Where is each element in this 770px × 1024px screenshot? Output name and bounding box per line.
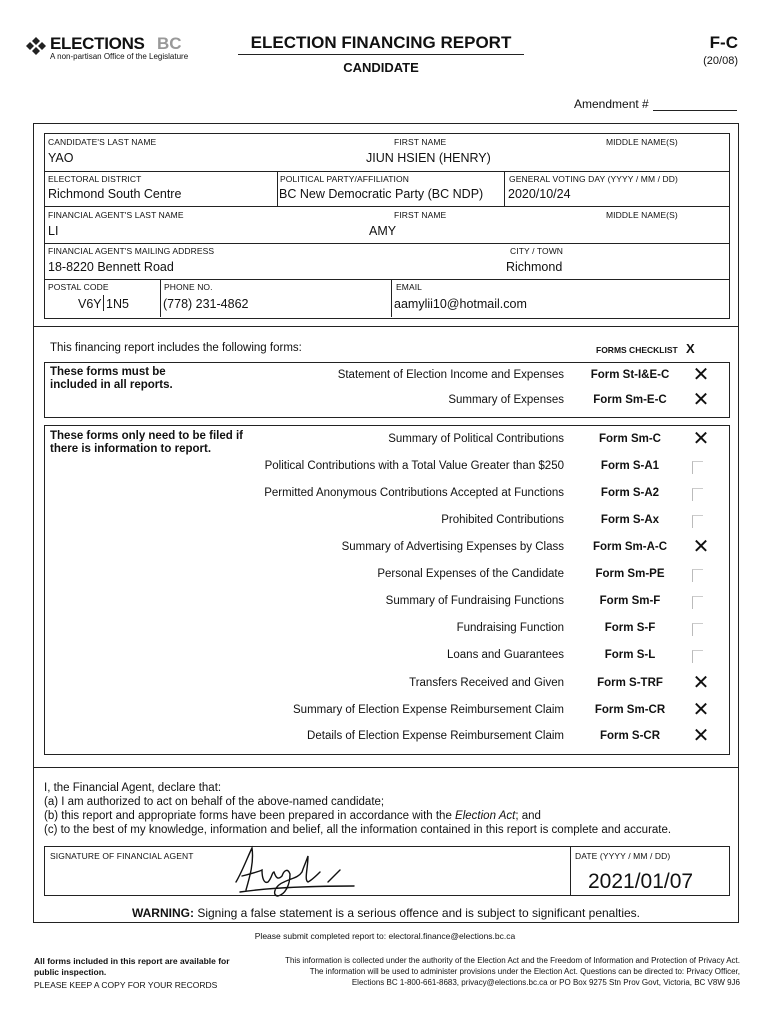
postal-code-part1[interactable]: V6Y [78,297,102,311]
form-checkbox[interactable]: ✕ [692,389,710,411]
form-version: (20/08) [703,55,738,67]
form-row-code: Form Sm-A-C [592,541,668,553]
agent-first-name[interactable]: AMY [369,224,397,238]
required-forms-title: These forms must be included in all reports. [50,366,173,391]
optional-forms-title: These forms only need to be filed if there is information to report. [50,430,243,455]
form-checkbox[interactable] [692,596,703,609]
phone-label: PHONE NO. [164,282,213,292]
form-row-label: Fundraising Function [456,622,564,634]
form-row-code: Form S-TRF [597,677,663,689]
form-row-code: Form Sm-F [599,595,661,607]
form-checkbox[interactable] [692,623,703,636]
form-row-code: Form S-CR [599,730,661,742]
form-row-code: Form S-A1 [600,460,660,472]
report-title: ELECTION FINANCING REPORT [250,33,512,52]
form-row-label: Summary of Election Expense Reimbursement Claim [293,704,564,716]
signature-date[interactable]: 2021/01/07 [588,870,694,893]
phone[interactable]: (778) 231-4862 [163,297,249,311]
form-row-code: Form S-Ax [600,514,660,526]
declaration-c: (c) to the best of my knowledge, information and belief, all the information contained in this report is complete and accurate. [44,824,672,836]
elections-bc-logo-icon [24,35,50,57]
postal-code-part2[interactable]: 1N5 [106,297,129,311]
form-row-code: Form Sm-C [599,433,661,445]
form-checkbox[interactable]: ✕ [692,364,710,386]
agent-address[interactable]: 18-8220 Bennett Road [48,260,174,274]
form-checkbox[interactable] [692,488,703,501]
party-label: POLITICAL PARTY/AFFILIATION [280,174,409,184]
party[interactable]: BC New Democratic Party (BC NDP) [279,187,484,201]
warning-text: Signing a false statement is a serious offence and is subject to significant penalties. [197,906,641,920]
form-row-label: Loans and Guarantees [446,649,564,661]
declaration-b-act: Election Act [455,810,516,822]
form-row-label: Permitted Anonymous Contributions Accepted at Functions [264,487,564,499]
logo-wordmark: ELECTIONS [50,34,145,53]
voting-day[interactable]: 2020/10/24 [508,187,571,201]
form-checkbox[interactable]: ✕ [692,725,710,747]
forms-checklist-label: FORMS CHECKLIST [596,345,678,355]
declaration-b-post: ; and [515,810,541,822]
form-row-label: Statement of Election Income and Expenses [337,369,564,381]
form-code: F-C [709,33,738,52]
email-label: EMAIL [396,282,423,292]
voting-day-label: GENERAL VOTING DAY (YYYY / MM / DD) [509,174,678,184]
declaration-a: (a) I am authorized to act on behalf of the above-named candidate; [44,796,385,808]
form-row-label: Summary of Advertising Expenses by Class [341,541,564,553]
agent-city[interactable]: Richmond [506,260,563,274]
logo-bc: BC [157,34,182,53]
date-label: DATE (YYYY / MM / DD) [575,851,671,861]
form-row-code: Form St-I&E-C [590,369,670,381]
declaration-b-pre: (b) this report and appropriate forms have been prepared in accordance with the [44,810,456,822]
form-checkbox[interactable] [692,515,703,528]
report-subtitle: CANDIDATE [343,60,419,75]
form-checkbox[interactable]: ✕ [692,536,710,558]
agent-middle-name-label: MIDDLE NAME(S) [606,210,678,220]
form-row-code: Form S-F [604,622,656,634]
candidate-middle-name-label: MIDDLE NAME(S) [606,137,678,147]
form-row-code: Form Sm-CR [594,704,666,716]
declaration-b [44,810,541,822]
form-row-label: Summary of Expenses [448,394,564,406]
form-checkbox[interactable]: ✕ [692,699,710,721]
form-row-label: Prohibited Contributions [441,514,564,526]
form-row-code: Form S-L [604,649,656,661]
form-row-label: Details of Election Expense Reimbursement Claim [307,730,564,742]
forms-intro: This financing report includes the following forms: [50,342,302,354]
signature-image[interactable] [228,842,358,900]
form-row-label: Summary of Fundraising Functions [385,595,564,607]
electoral-district-label: ELECTORAL DISTRICT [48,174,142,184]
footer-privacy-1: This information is collected under the authority of the Election Act and the Freedom of Information and Protection of Privacy Act. [285,956,740,965]
declaration-intro: I, the Financial Agent, declare that: [44,782,222,794]
form-row-code: Form Sm-PE [595,568,665,580]
form-checkbox[interactable] [692,569,703,582]
agent-address-label: FINANCIAL AGENT'S MAILING ADDRESS [48,246,215,256]
footer-privacy-3: Elections BC 1-800-661-8683, privacy@elections.bc.ca or PO Box 9275 Stn Prov Govt, Victoria, BC V8W 9J6 [351,978,740,987]
form-row-code: Form S-A2 [600,487,660,499]
amendment-field[interactable] [653,110,737,111]
email[interactable]: aamylii10@hotmail.com [394,297,527,311]
logo [24,34,214,64]
form-row-label: Summary of Political Contributions [388,433,564,445]
agent-last-name[interactable]: LI [48,224,59,238]
candidate-first-name[interactable]: JIUN HSIEN (HENRY) [366,151,491,165]
footer-public-inspection: All forms included in this report are available for public inspection. [34,956,230,977]
form-checkbox[interactable]: ✕ [692,672,710,694]
form-checkbox[interactable] [692,650,703,663]
form-row-code: Form Sm-E-C [593,394,667,406]
amendment-label: Amendment # [574,97,649,111]
signature-label: SIGNATURE OF FINANCIAL AGENT [50,851,194,861]
logo-tagline: A non-partisan Office of the Legislature [50,52,189,61]
agent-last-name-label: FINANCIAL AGENT'S LAST NAME [48,210,184,220]
form-row-label: Transfers Received and Given [409,677,564,689]
candidate-last-name[interactable]: YAO [48,151,74,165]
form-checkbox[interactable] [692,461,703,474]
warning-label: WARNING: [131,906,194,920]
form-checkbox[interactable]: ✕ [692,428,710,450]
form-row-label: Political Contributions with a Total Value Greater than $250 [264,460,564,472]
agent-first-name-label: FIRST NAME [394,210,447,220]
electoral-district[interactable]: Richmond South Centre [48,187,182,201]
footer-keep-copy: PLEASE KEEP A COPY FOR YOUR RECORDS [34,980,218,990]
postal-code-label: POSTAL CODE [48,282,109,292]
form-row-label: Personal Expenses of the Candidate [377,568,564,580]
submit-instructions: Please submit completed report to: electoral.finance@elections.bc.ca [254,931,516,941]
candidate-last-name-label: CANDIDATE'S LAST NAME [48,137,157,147]
footer-privacy-2: The information will be used to administer provisions under the Election Act. Questions can be directed to: Privacy Officer, [309,967,740,976]
candidate-first-name-label: FIRST NAME [394,137,447,147]
agent-city-label: CITY / TOWN [510,246,564,256]
forms-checklist-mark: X [686,341,695,356]
warning [44,906,728,920]
